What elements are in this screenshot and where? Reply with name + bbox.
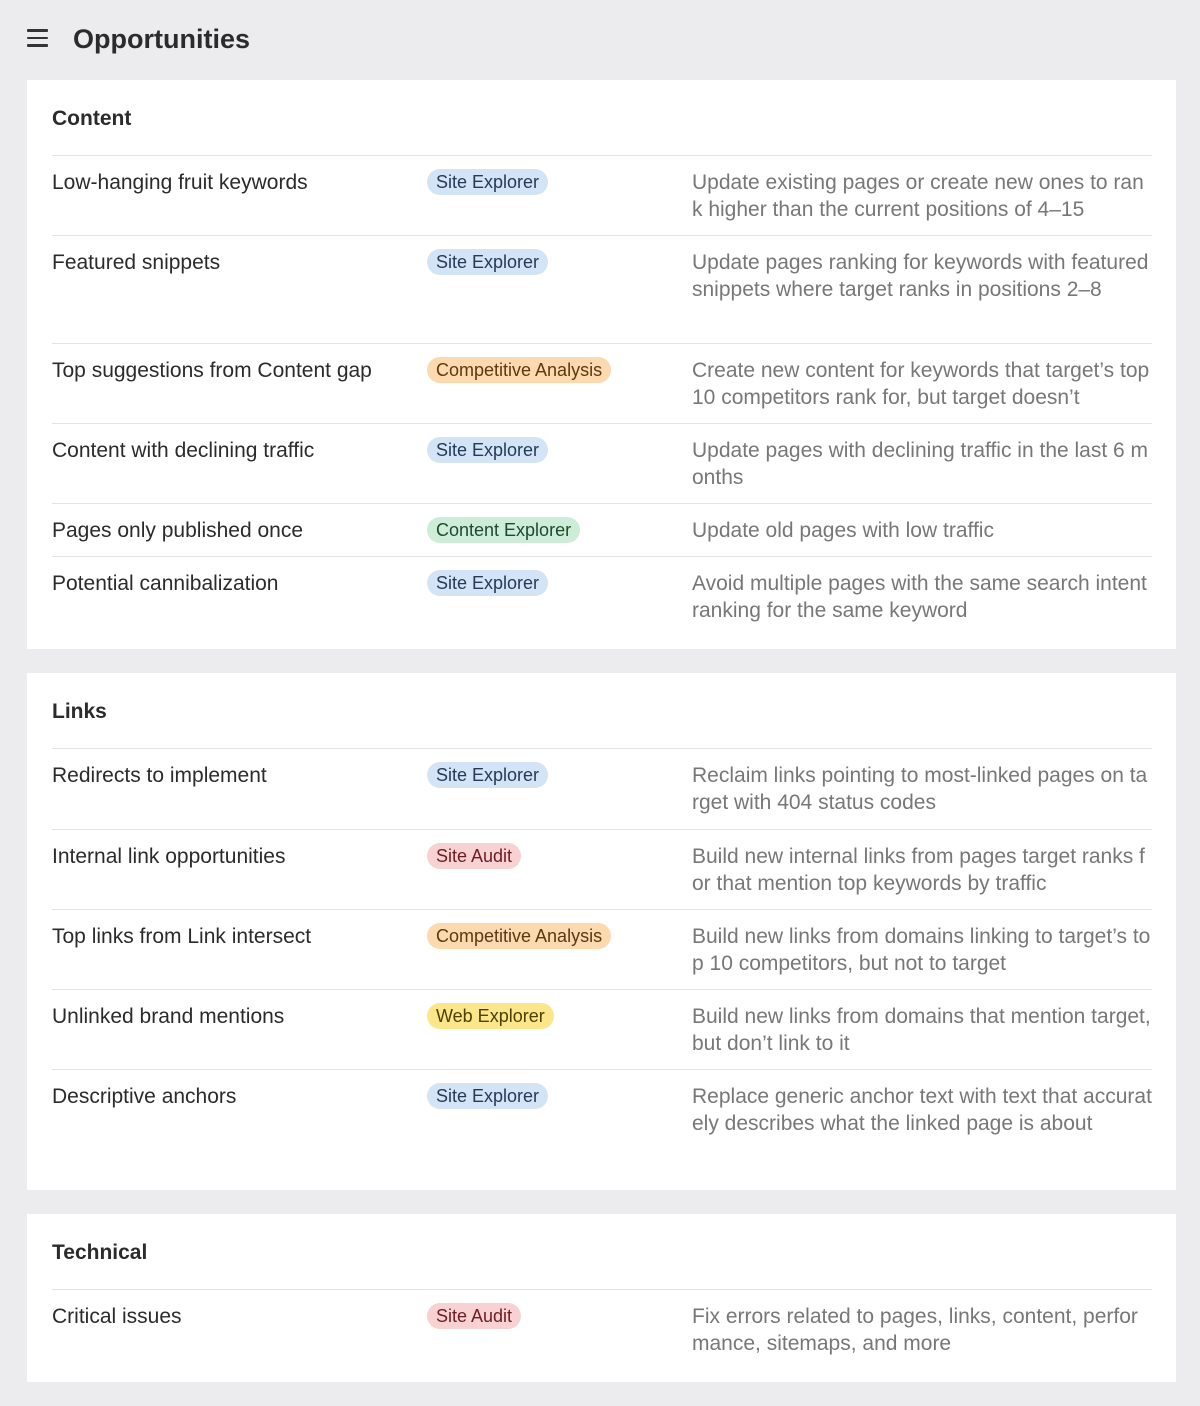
content-section <box>27 80 1176 649</box>
opportunity-name[interactable]: Top suggestions from Content gap <box>52 359 372 382</box>
opportunity-name[interactable]: Redirects to implement <box>52 764 267 787</box>
page-title: Opportunities <box>73 24 250 54</box>
tool-badge[interactable]: Site Explorer <box>427 1083 548 1109</box>
opportunity-description: Update existing pages or create new ones to rank higher than the current positions of 4–15 <box>692 171 1144 221</box>
tool-badge[interactable]: Site Explorer <box>427 169 548 195</box>
tool-badge[interactable]: Site Explorer <box>427 437 548 463</box>
tool-badge[interactable]: Competitive Analysis <box>427 923 611 949</box>
opportunity-description: Avoid multiple pages with the same search intent ranking for the same keyword <box>692 572 1147 622</box>
tool-badge[interactable]: Competitive Analysis <box>427 357 611 383</box>
opportunity-row[interactable] <box>52 830 1152 910</box>
hamburger-menu-icon[interactable] <box>27 29 48 47</box>
opportunity-description: Update pages ranking for keywords with featured snippets where target ranks in positions 2–8 <box>692 251 1149 301</box>
opportunity-row[interactable] <box>52 236 1152 344</box>
page-header <box>0 0 1200 80</box>
opportunity-description: Update pages with declining traffic in the last 6 months <box>692 439 1149 489</box>
opportunity-description: Build new internal links from pages target ranks for that mention top keywords by traffic <box>692 845 1145 895</box>
tool-badge[interactable]: Web Explorer <box>427 1003 554 1029</box>
opportunity-name[interactable]: Critical issues <box>52 1305 182 1328</box>
tool-badge[interactable]: Site Audit <box>427 843 521 869</box>
opportunity-row[interactable] <box>52 424 1152 504</box>
opportunity-description: Build new links from domains that mention target, but don’t link to it <box>692 1005 1151 1055</box>
tool-badge[interactable]: Site Audit <box>427 1303 521 1329</box>
opportunity-name[interactable]: Top links from Link intersect <box>52 925 312 948</box>
opportunity-row[interactable] <box>52 344 1152 424</box>
opportunity-name[interactable]: Low-hanging fruit keywords <box>52 171 308 194</box>
opportunity-description: Create new content for keywords that target’s top 10 competitors rank for, but target doesn’t <box>692 359 1150 409</box>
opportunity-row[interactable] <box>52 1070 1152 1190</box>
technical-section <box>27 1214 1176 1382</box>
opportunity-row[interactable] <box>52 990 1152 1070</box>
opportunity-row[interactable] <box>52 749 1152 830</box>
opportunity-row[interactable] <box>52 504 1152 557</box>
opportunity-name[interactable]: Content with declining traffic <box>52 439 315 462</box>
opportunity-row[interactable] <box>52 557 1152 649</box>
section-title: Content <box>52 80 1152 156</box>
tool-badge[interactable]: Content Explorer <box>427 517 580 543</box>
opportunity-name[interactable]: Unlinked brand mentions <box>52 1005 285 1028</box>
opportunity-name[interactable]: Descriptive anchors <box>52 1085 237 1108</box>
opportunity-row[interactable] <box>52 910 1152 990</box>
opportunity-row[interactable] <box>52 156 1152 236</box>
links-section <box>27 673 1176 1190</box>
section-title: Technical <box>52 1214 1152 1290</box>
section-title: Links <box>52 673 1152 749</box>
opportunity-name[interactable]: Internal link opportunities <box>52 845 286 868</box>
opportunity-description: Fix errors related to pages, links, content, performance, sitemaps, and more <box>692 1305 1138 1355</box>
opportunity-description: Replace generic anchor text with text that accurately describes what the linked page is about <box>692 1085 1152 1135</box>
opportunity-description: Build new links from domains linking to target’s top 10 competitors, but not to target <box>692 925 1151 975</box>
opportunity-name[interactable]: Pages only published once <box>52 519 304 542</box>
tool-badge[interactable]: Site Explorer <box>427 570 548 596</box>
opportunity-name[interactable]: Featured snippets <box>52 251 221 274</box>
tool-badge[interactable]: Site Explorer <box>427 762 548 788</box>
opportunity-name[interactable]: Potential cannibalization <box>52 572 279 595</box>
opportunity-description: Update old pages with low traffic <box>692 519 994 542</box>
opportunity-description: Reclaim links pointing to most-linked pages on target with 404 status codes <box>692 764 1148 814</box>
opportunity-row[interactable] <box>52 1290 1152 1382</box>
tool-badge[interactable]: Site Explorer <box>427 249 548 275</box>
